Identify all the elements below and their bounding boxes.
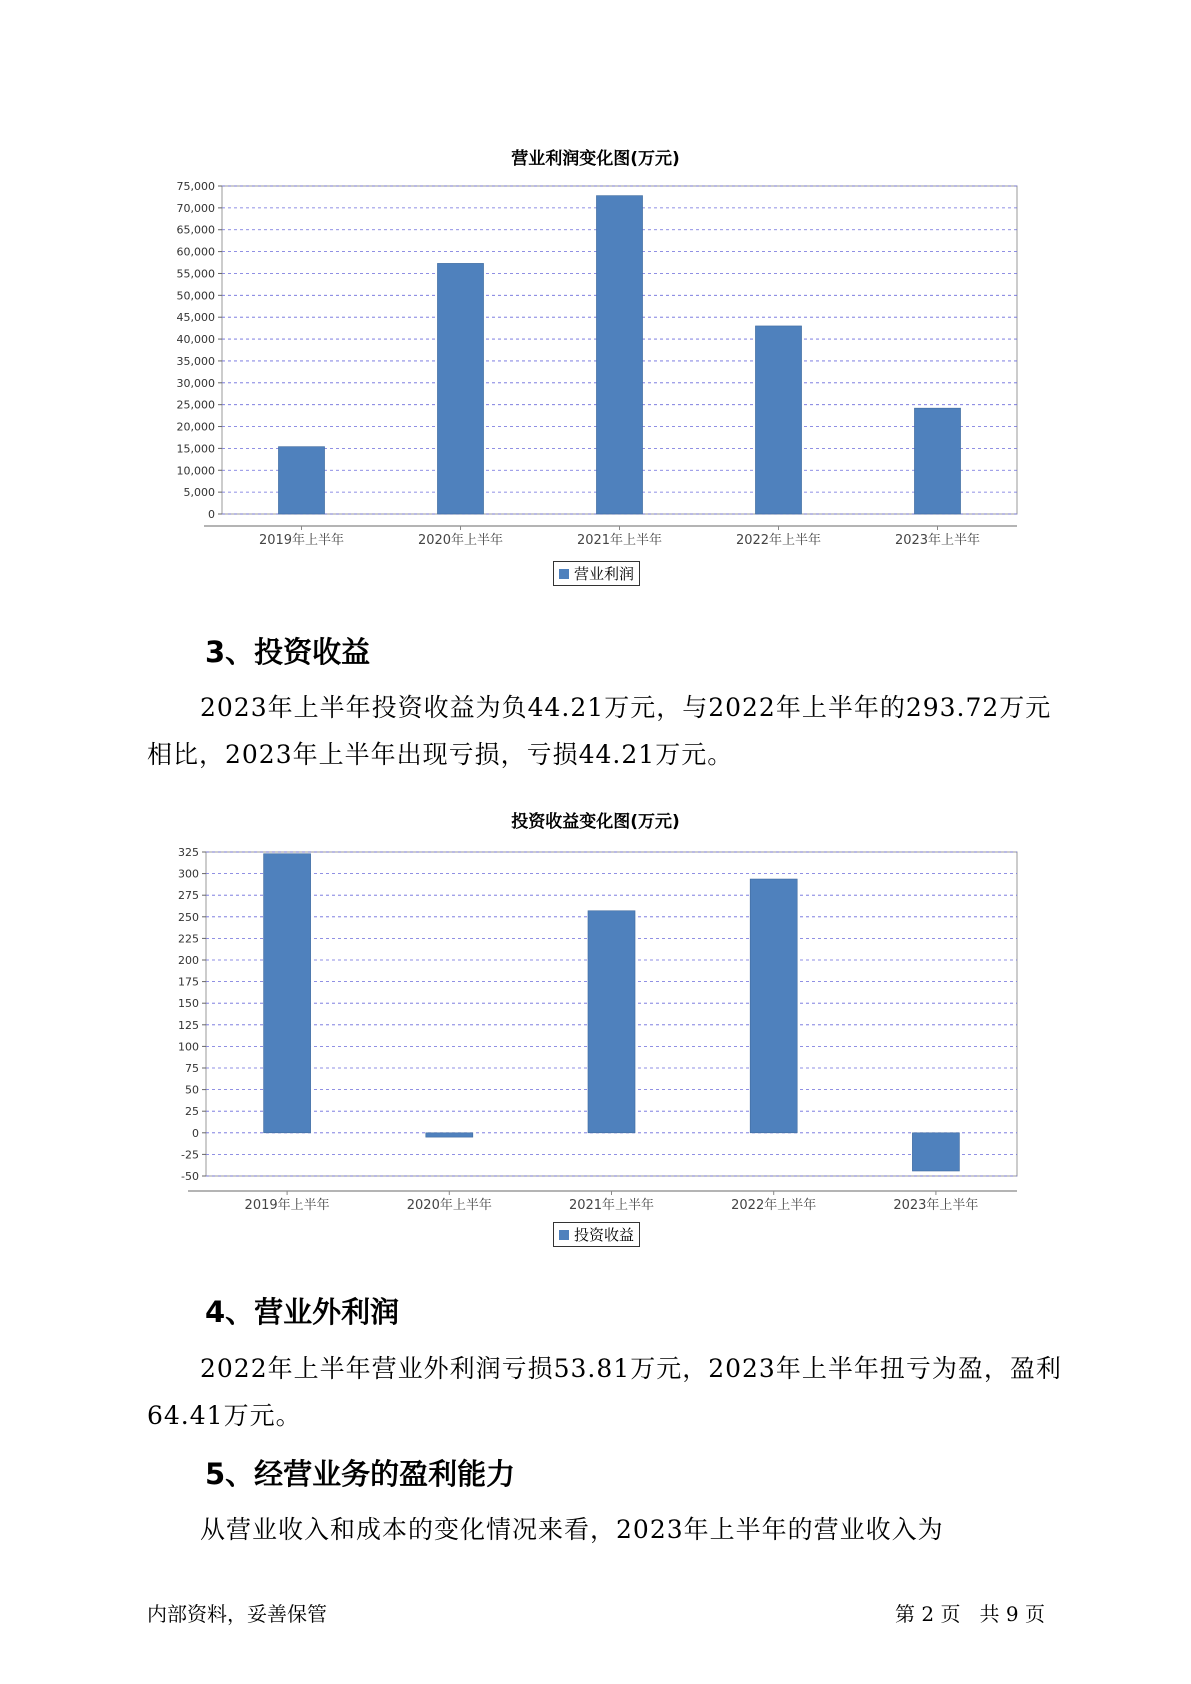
legend-swatch-icon <box>559 569 569 579</box>
chart2-title: 投资收益变化图(万元) <box>511 812 680 832</box>
bar <box>278 447 324 514</box>
y-tick-label: 30,000 <box>176 376 215 390</box>
chart1-title: 营业利润变化图(万元) <box>511 149 680 169</box>
y-tick-label: 275 <box>178 889 199 903</box>
legend-swatch-icon <box>559 1230 569 1240</box>
y-tick-label: 10,000 <box>176 464 215 478</box>
y-tick-label: 325 <box>178 846 199 859</box>
section-3-title: 3、投资收益 <box>205 635 371 669</box>
section-4-text: 2022年上半年营业外利润亏损53.81万元，2023年上半年扭亏为盈，盈利64.41万元。 <box>147 1354 1062 1430</box>
footer-left: 内部资料，妥善保管 <box>147 1602 327 1626</box>
y-tick-label: 25,000 <box>176 398 215 412</box>
bar <box>596 196 642 514</box>
x-tick-label: 2023年上半年 <box>893 1198 979 1213</box>
y-tick-label: 200 <box>178 954 199 967</box>
y-tick-label: 65,000 <box>176 223 215 237</box>
x-tick-label: 2019年上半年 <box>258 533 345 548</box>
x-tick-label: 2022年上半年 <box>731 1198 817 1213</box>
chart1-legend-label: 营业利润 <box>574 565 635 583</box>
x-tick-label: 2023年上半年 <box>894 533 981 548</box>
bar <box>426 1133 473 1137</box>
section-5-text: 从营业收入和成本的变化情况来看，2023年上半年的营业收入为 <box>200 1515 944 1544</box>
y-tick-label: 40,000 <box>176 333 215 347</box>
y-tick-label: 175 <box>178 975 199 989</box>
y-tick-label: 60,000 <box>176 245 215 259</box>
footer-page-number: 第 2 页 共 9 页 <box>895 1602 1045 1626</box>
bar <box>264 854 311 1133</box>
y-tick-label: 75,000 <box>176 180 215 193</box>
bar <box>588 911 635 1133</box>
y-tick-label: 45,000 <box>176 311 215 325</box>
y-tick-label: 250 <box>178 910 199 924</box>
x-tick-label: 2020年上半年 <box>406 1198 492 1213</box>
section-4-title: 4、营业外利润 <box>205 1295 400 1329</box>
bar <box>914 408 960 514</box>
operating-profit-chart <box>0 0 1191 560</box>
x-tick-label: 2019年上半年 <box>244 1198 330 1213</box>
y-tick-label: 5,000 <box>183 486 215 500</box>
y-tick-label: 100 <box>178 1040 199 1054</box>
investment-income-chart <box>0 820 1191 1220</box>
bar <box>912 1133 959 1171</box>
y-tick-label: 225 <box>178 932 199 946</box>
y-tick-label: 125 <box>178 1018 199 1032</box>
y-tick-label: 70,000 <box>176 201 215 215</box>
y-tick-label: 150 <box>178 997 199 1011</box>
chart1-legend <box>553 561 640 586</box>
y-tick-label: -50 <box>181 1170 199 1183</box>
bar <box>750 879 797 1133</box>
y-tick-label: 20,000 <box>176 420 215 434</box>
y-tick-label: 75 <box>185 1062 199 1075</box>
y-tick-label: 50 <box>185 1083 199 1097</box>
x-tick-label: 2021年上半年 <box>576 533 663 548</box>
y-tick-label: 0 <box>208 508 215 521</box>
section-3-text: 2023年上半年投资收益为负44.21万元，与2022年上半年的293.72万元相比，2023年上半年出现亏损，亏损44.21万元。 <box>147 693 1052 769</box>
chart2-legend <box>553 1222 640 1247</box>
y-tick-label: 25 <box>185 1105 199 1119</box>
y-tick-label: 15,000 <box>176 442 215 456</box>
y-tick-label: 50,000 <box>176 289 215 303</box>
y-tick-label: 0 <box>192 1126 199 1140</box>
y-tick-label: 35,000 <box>176 354 215 368</box>
y-tick-label: -25 <box>181 1148 199 1162</box>
bar <box>437 263 483 514</box>
section-5-title: 5、经营业务的盈利能力 <box>205 1457 516 1491</box>
bar <box>755 326 801 514</box>
x-tick-label: 2021年上半年 <box>568 1198 655 1213</box>
y-tick-label: 300 <box>178 867 199 881</box>
x-tick-label: 2020年上半年 <box>417 533 504 548</box>
chart2-legend-label: 投资收益 <box>574 1226 635 1244</box>
x-tick-label: 2022年上半年 <box>735 533 822 548</box>
y-tick-label: 55,000 <box>176 267 215 281</box>
